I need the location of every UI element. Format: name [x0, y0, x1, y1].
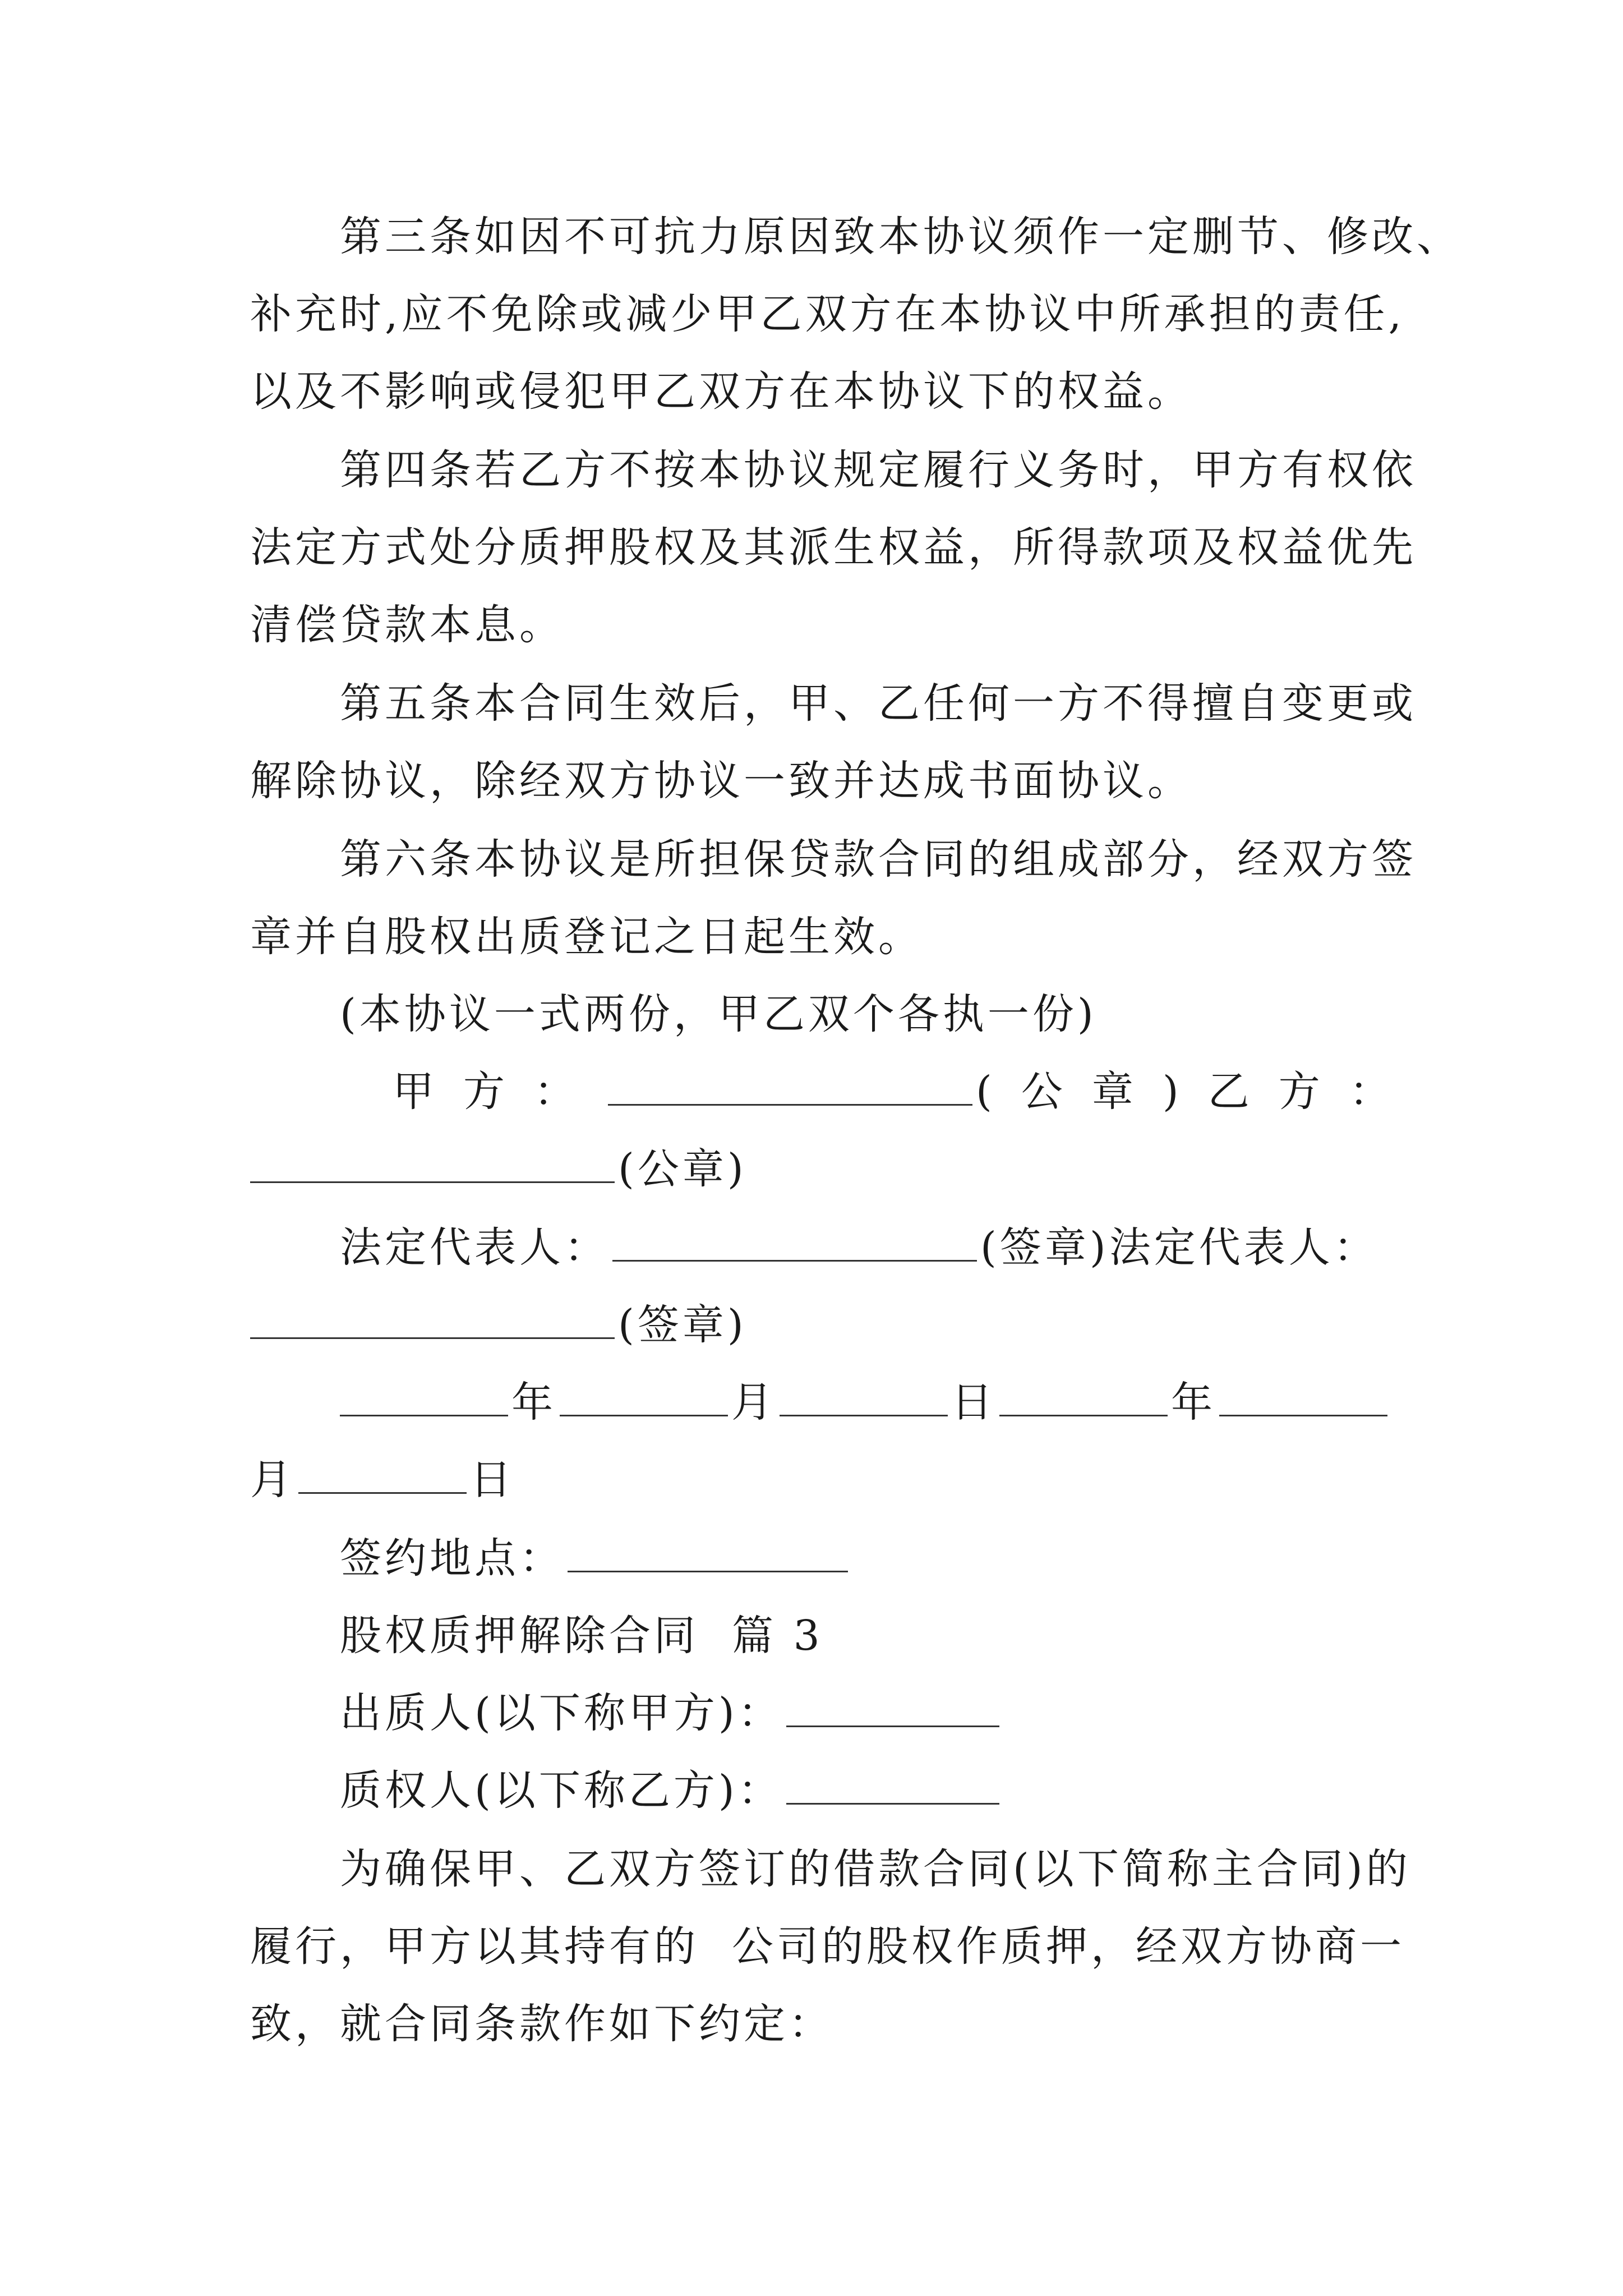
intro-line-1: 为确保甲、乙双方签订的借款合同(以下简称主合同)的 — [340, 1845, 1411, 1893]
article-4-line-2: 法定方式处分质押股权及其派生权益，所得款项及权益优先 — [250, 523, 1417, 572]
day-a-blank[interactable] — [780, 1380, 948, 1416]
intro-line-2: 履行，甲方以其持有的 公司的股权作质押，经双方协商一 — [250, 1922, 1405, 1971]
pledgor-blank[interactable] — [786, 1691, 999, 1727]
party-b-blank[interactable] — [250, 1147, 615, 1183]
pledgor-row — [340, 1685, 1003, 1741]
sign-label-2: (签章) — [618, 1301, 747, 1349]
party-a-blank[interactable] — [608, 1069, 972, 1106]
year-a-blank[interactable] — [340, 1380, 508, 1416]
month-a-label: 月 — [731, 1378, 776, 1427]
month-a-blank[interactable] — [560, 1380, 728, 1416]
article-4-line-3: 清偿贷款本息。 — [250, 601, 564, 649]
day-b-blank[interactable] — [298, 1457, 467, 1494]
date-row-2 — [250, 1452, 515, 1508]
legal-rep-b-blank[interactable] — [250, 1303, 615, 1339]
date-row-1 — [340, 1374, 1391, 1430]
pledgee-label: 质权人(以下称乙方)： — [340, 1766, 783, 1815]
copies-note: (本协议一式两份，甲乙双个各执一份) — [340, 990, 1097, 1038]
article-5-line-1: 第五条本合同生效后，甲、乙任何一方不得擅自变更或 — [340, 679, 1417, 728]
seal-label-2: (公章) — [618, 1145, 747, 1193]
article-6-line-2: 章并自股权出质登记之日起生效。 — [250, 913, 923, 961]
month-b-blank[interactable] — [1219, 1380, 1387, 1416]
section-3-title: 股权质押解除合同 篇 3 — [340, 1612, 823, 1660]
pledgee-row — [340, 1763, 1003, 1819]
legal-rep-row — [340, 1220, 1378, 1276]
month-b-label: 月 — [250, 1456, 295, 1504]
day-b-label: 日 — [470, 1456, 515, 1504]
party-a-label: 甲方： — [393, 1068, 605, 1116]
article-3-line-2: 补充时,应不免除或减少甲乙双方在本协议中所承担的责任, — [250, 290, 1405, 338]
article-3-line-1: 第三条如因不可抗力原因致本协议须作一定删节、修改、 — [340, 213, 1461, 261]
signing-place-blank[interactable] — [568, 1536, 848, 1572]
year-b-blank[interactable] — [999, 1380, 1168, 1416]
intro-line-3: 致，就合同条款作如下约定： — [250, 2000, 833, 2048]
party-b-label: 乙方： — [1207, 1068, 1420, 1116]
legal-rep-b-row — [250, 1297, 747, 1353]
sign-label-1: (签章) — [980, 1223, 1109, 1272]
year-a-label: 年 — [511, 1378, 556, 1427]
signing-place-row — [340, 1530, 851, 1586]
article-4-line-1: 第四条若乙方不按本协议规定履行义务时，甲方有权依 — [340, 446, 1417, 494]
pledgee-blank[interactable] — [786, 1768, 999, 1805]
legal-rep-a-blank[interactable] — [612, 1225, 977, 1262]
pledgor-label: 出质人(以下称甲方)： — [340, 1689, 783, 1737]
legal-rep-a-label: 法定代表人： — [340, 1223, 609, 1272]
party-seal-row — [393, 1064, 1420, 1120]
legal-rep-b-label: 法定代表人： — [1109, 1223, 1378, 1272]
year-b-label: 年 — [1171, 1378, 1216, 1427]
article-6-line-1: 第六条本协议是所担保贷款合同的组成部分，经双方签 — [340, 835, 1417, 884]
seal-label-1: (公章) — [976, 1068, 1208, 1116]
article-3-line-3: 以及不影响或侵犯甲乙双方在本协议下的权益。 — [250, 367, 1192, 416]
signing-place-label: 签约地点： — [340, 1534, 564, 1582]
party-b-row — [250, 1141, 747, 1197]
day-a-label: 日 — [951, 1378, 996, 1427]
article-5-line-2: 解除协议，除经双方协议一致并达成书面协议。 — [250, 757, 1192, 805]
